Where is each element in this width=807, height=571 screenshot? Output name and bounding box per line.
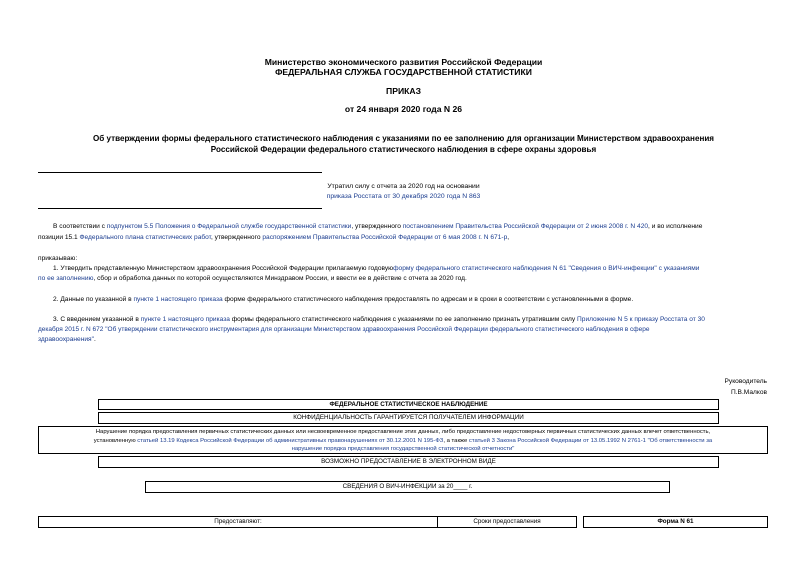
link-regulation-5-5[interactable]: подпунктом 5.5 Положения о Федеральной службе государственной статистики [106, 223, 352, 230]
signature-role: Руководитель [724, 378, 767, 385]
link-item-1-b[interactable]: пункте 1 настоящего приказа [140, 316, 230, 323]
link-form-61[interactable]: форму федерального статистического наблюдения N 61 "Сведения о ВИЧ-инфекции" с указаниями [393, 265, 700, 272]
status-link[interactable]: приказа Росстата от 30 декабря 2020 года N 863 [326, 193, 481, 200]
link-appendix-5[interactable]: Приложение N 5 к приказу Росстата от 30 [577, 316, 705, 323]
order-date: от 24 января 2020 года N 26 [344, 104, 463, 114]
link-order-671[interactable]: распоряжением Правительства Российской Федерации от 6 мая 2008 г. N 671-р [262, 234, 508, 241]
link-article-13-19[interactable]: статьей 13.19 Кодекса Российской Федерации об административных правонарушениях от 30.12.2001 N 195-ФЗ [137, 437, 444, 444]
link-item-1[interactable]: пункте 1 настоящего приказа [133, 296, 223, 303]
item-3-line-3: здравоохранения". [38, 336, 96, 343]
signature-name: П.В.Малков [730, 389, 767, 396]
title-line-2: Российской Федерации федерального статистического наблюдения в сфере охраны здоровья [210, 145, 597, 154]
link-order-672[interactable]: декабря 2015 г. N 672 "Об утверждении статистического инструментария для организации Министерством здравоохранения Российской Федерации федерального статистического наблюдения в сфере [38, 326, 650, 333]
form-info-box: СВЕДЕНИЯ О ВИЧ-ИНФЕКЦИИ за 20____ г. [145, 481, 670, 493]
form-warning-box [38, 426, 768, 454]
item-1-line-2: по ее заполнению, сбор и обработка данных по которой осуществляются Минздравом России, и ввести ее в действие с отчета за 2020 год. [38, 275, 467, 282]
status-link-line [0, 193, 807, 200]
ministry-name: Министерство экономического развития Российской Федерации [264, 57, 543, 67]
form-federal-box: ФЕДЕРАЛЬНОЕ СТАТИСТИЧЕСКОЕ НАБЛЮДЕНИЕ [98, 399, 719, 410]
link-law-2761-1[interactable]: статьей 3 Закона Российской Федерации от 13.05.1992 N 2761-1 "Об ответственности за [468, 437, 713, 444]
link-law-2761-1-end[interactable]: нарушение порядка представления государственной статистической отчетности" [291, 446, 515, 452]
warning-line-3 [39, 445, 767, 454]
link-federal-plan[interactable]: Федерального плана статистических работ [79, 234, 211, 241]
title-line-1: Об утверждении формы федерального статистического наблюдения с указаниями по ее заполнению для организации Министерством здравоохранения [92, 134, 715, 143]
item-3-line-1: 3. С введением указанной в пункте 1 настоящего приказа формы федерального статистического наблюдения с указаниями по ее заполнению признать утратившим силу Приложение N 5 к приказу Росстата от 30 [53, 316, 705, 323]
status-text: Утратил силу с отчета за 2020 год на основании [327, 183, 480, 190]
service-name: ФЕДЕРАЛЬНАЯ СЛУЖБА ГОСУДАРСТВЕННОЙ СТАТИСТИКИ [275, 67, 532, 77]
order-word: приказываю: [38, 255, 78, 262]
column-form-number: Форма N 61 [583, 516, 768, 528]
preamble-line-1: В соответствии с подпунктом 5.5 Положения о Федеральной службе государственной статистики, утвержденного постановлением Правительства Российской Федерации от 2 июня 2008 г. N 420, и во исполнение [53, 223, 703, 230]
divider-bottom [38, 208, 322, 209]
form-electronic-box: ВОЗМОЖНО ПРЕДОСТАВЛЕНИЕ В ЭЛЕКТРОННОМ ВИДЕ [98, 456, 719, 468]
column-provide: Предоставляют: [38, 516, 438, 528]
warning-line-1: Нарушение порядка предоставления первичных статистических данных или несвоевременное предоставление этих данных, либо предоставление недостоверных первичных статистических данных влечет ответственность, [95, 429, 711, 435]
item-3-line-2 [38, 325, 768, 335]
preamble-line-2: позиции 15.1 Федерального плана статистических работ, утвержденного распоряжением Правительства Российской Федерации от 6 мая 2008 г. N 671-р, [38, 234, 510, 241]
column-deadline: Сроки предоставления [437, 516, 577, 528]
link-form-61-instructions[interactable]: по ее заполнению [38, 275, 94, 282]
link-resolution-420[interactable]: постановлением Правительства Российской Федерации от 2 июня 2008 г. N 420 [402, 223, 649, 230]
doc-type: ПРИКАЗ [386, 86, 421, 96]
warning-line-2: установленную статьей 13.19 Кодекса Российской Федерации об административных правонарушениях от 30.12.2001 N 195-ФЗ, а также статьей 3 Закона Российской Федерации от 13.05.1992 N 2761-1 "Об ответственности за [93, 437, 713, 444]
link-order-672-end[interactable]: здравоохранения" [38, 336, 94, 343]
form-confidential-box: КОНФИДЕНЦИАЛЬНОСТЬ ГАРАНТИРУЕТСЯ ПОЛУЧАТЕЛЕМ ИНФОРМАЦИИ [98, 412, 719, 424]
divider-top [38, 172, 322, 173]
item-1-line-1: 1. Утвердить представленную Министерством здравоохранения Российской Федерации прилагаемую годовуюформу федерального статистического наблюдения N 61 "Сведения о ВИЧ-инфекции" с указаниями [53, 265, 700, 272]
item-2: 2. Данные по указанной в пункте 1 настоящего приказа форме федерального статистического наблюдения предоставлять по адресам и в сроки в соответствии с установленными в форме. [53, 296, 634, 303]
